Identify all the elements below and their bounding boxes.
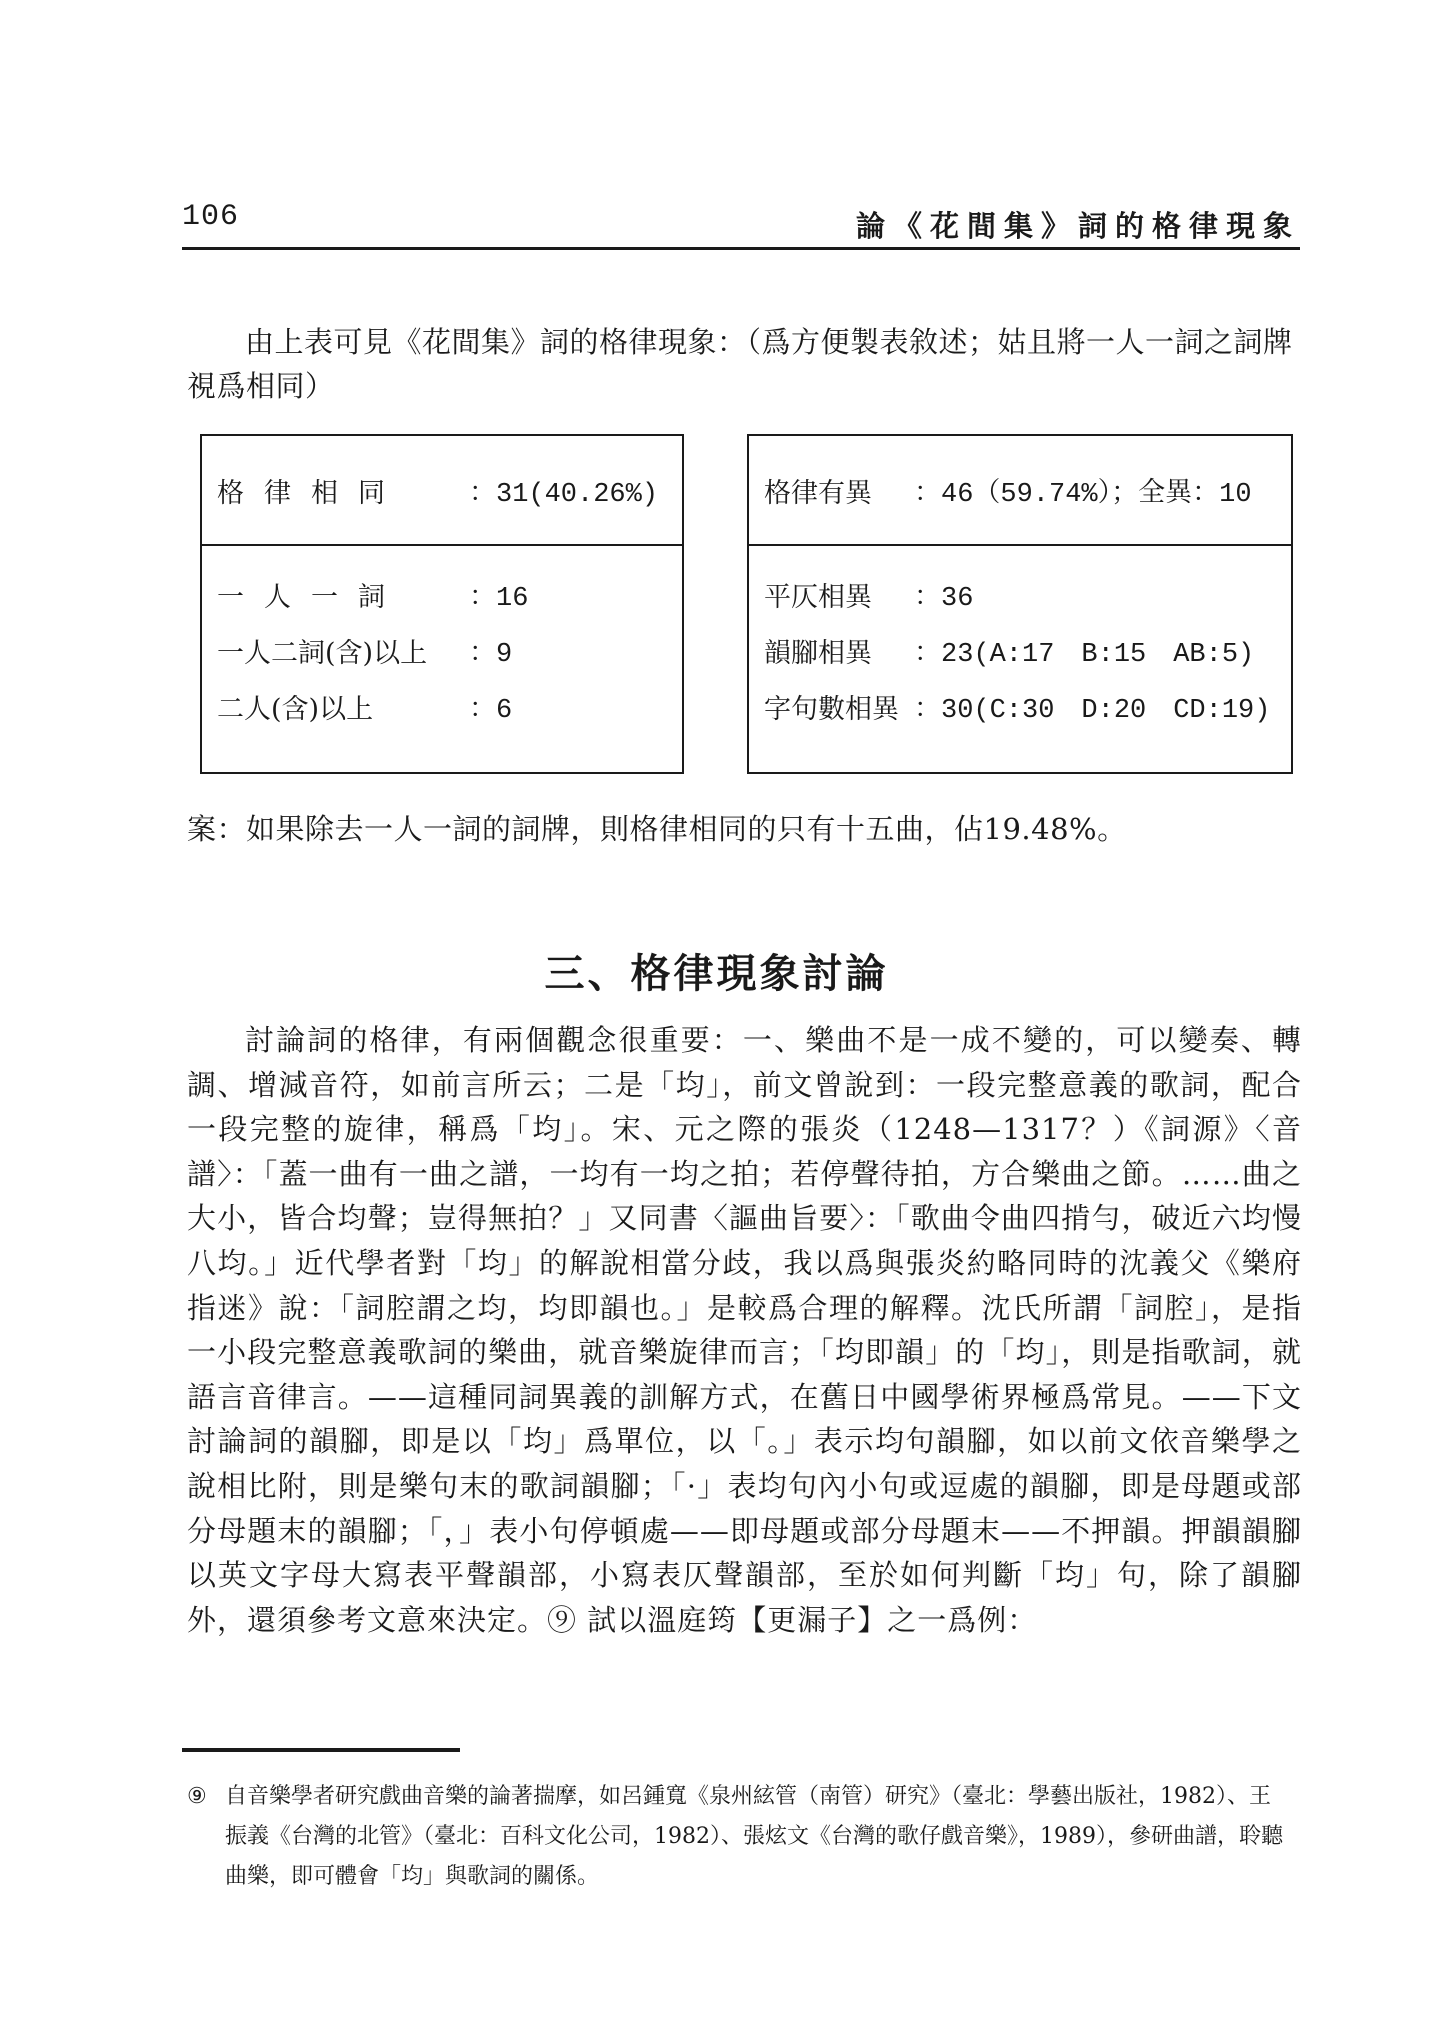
row-value: ：36: [914, 584, 974, 614]
footnote-text: 自音樂學者研究戲曲音樂的論著揣摩，如呂鍾寬《泉州絃管（南管）研究》（臺北：學藝出版社，1982）、王振義《台灣的北管》（臺北：百科文化公司，1982）、張炫文《台灣的歌仔戲音樂》，1989），參研曲譜，聆聽曲樂，即可體會「均」與歌詞的關係。: [225, 1784, 1283, 1889]
row-label: 平仄相異: [764, 581, 872, 613]
running-title: 論《花間集》詞的格律現象: [855, 209, 1300, 243]
same-format-label: 格律相同: [217, 477, 405, 509]
row-label: 一人二詞(含)以上: [217, 637, 428, 669]
same-format-breakdown: [202, 546, 682, 734]
note-paragraph: 案：如果除去一人一詞的詞牌，則格律相同的只有十五曲，佔19.48%。: [187, 812, 1127, 846]
list-item: [217, 678, 682, 734]
same-format-value: ：31(40.26%): [469, 480, 659, 510]
different-format-header: [749, 436, 1291, 546]
footnote-rule: [182, 1748, 460, 1752]
row-value: ：30(C:30 D:20 CD:19): [914, 696, 1271, 726]
row-value: ：9: [469, 640, 513, 670]
list-item: [764, 678, 1291, 734]
footnote-mark: ⑨: [187, 1784, 207, 1809]
same-format-header: [202, 436, 682, 546]
list-item: [217, 622, 682, 678]
list-item: [764, 622, 1291, 678]
intro-paragraph: 由上表可見《花間集》詞的格律現象：（爲方便製表敘述；姑且將一人一詞之詞牌視爲相同）: [187, 325, 1293, 403]
same-format-box: [200, 434, 684, 774]
header-rule: [182, 247, 1300, 250]
row-label: 字句數相異: [764, 693, 899, 725]
row-value: ：6: [469, 696, 513, 726]
different-format-value: ：46（59.74%）；全異：10: [914, 480, 1252, 510]
row-value: ：23(A:17 B:15 AB:5): [914, 640, 1255, 670]
page-number: 106: [182, 200, 240, 234]
list-item: [764, 566, 1291, 622]
body-paragraph: 討論詞的格律，有兩個觀念很重要：一、樂曲不是一成不變的，可以變奏、轉調、增減音符，如前言所云；二是「均」，前文曾說到：一段完整意義的歌詞，配合一段完整的旋律，稱爲「均」。宋、元之際的張炎（1248—1317？）《詞源》〈音譜〉：「蓋一曲有一曲之譜，一均有一均之拍；若停聲待拍，方合樂曲之節。……曲之大小，皆合均聲；豈得無拍？」又同書〈謳曲旨要〉：「歌曲令曲四掯勻，破近六均慢八均。」近代學者對「均」的解說相當分歧，我以爲與張炎約略同時的沈義父《樂府指迷》說：「詞腔謂之均，均即韻也。」是較爲合理的解釋。沈氏所謂「詞腔」，是指一小段完整意義歌詞的樂曲，就音樂旋律而言；「均即韻」的「均」，則是指歌詞，就語言音律言。——這種同詞異義的訓解方式，在舊日中國學術界極爲常見。——下文討論詞的韻腳，即是以「均」爲單位，以「。」表示均句韻腳，如以前文依音樂學之說相比附，則是樂句末的歌詞韻腳；「·」表均句內小句或逗處的韻腳，即是母題或部分母題末的韻腳；「，」表小句停頓處——即母題或部分母題末——不押韻。押韻韻腳以英文字母大寫表平聲韻部，小寫表仄聲韻部，至於如何判斷「均」句，除了韻腳外，還須參考文意來決定。⑨ 試以溫庭筠【更漏子】之一爲例：: [187, 1023, 1302, 1637]
row-label: 韻腳相異: [764, 637, 872, 669]
section-title: 三、格律現象討論: [544, 951, 889, 997]
row-value: ：16: [469, 584, 529, 614]
different-format-breakdown: [749, 546, 1291, 734]
list-item: [217, 566, 682, 622]
different-format-box: [747, 434, 1293, 774]
row-label: 一人一詞: [217, 581, 405, 613]
row-label: 二人(含)以上: [217, 693, 374, 725]
different-format-label: 格律有異: [764, 477, 872, 509]
footnote: [187, 1777, 1292, 1897]
